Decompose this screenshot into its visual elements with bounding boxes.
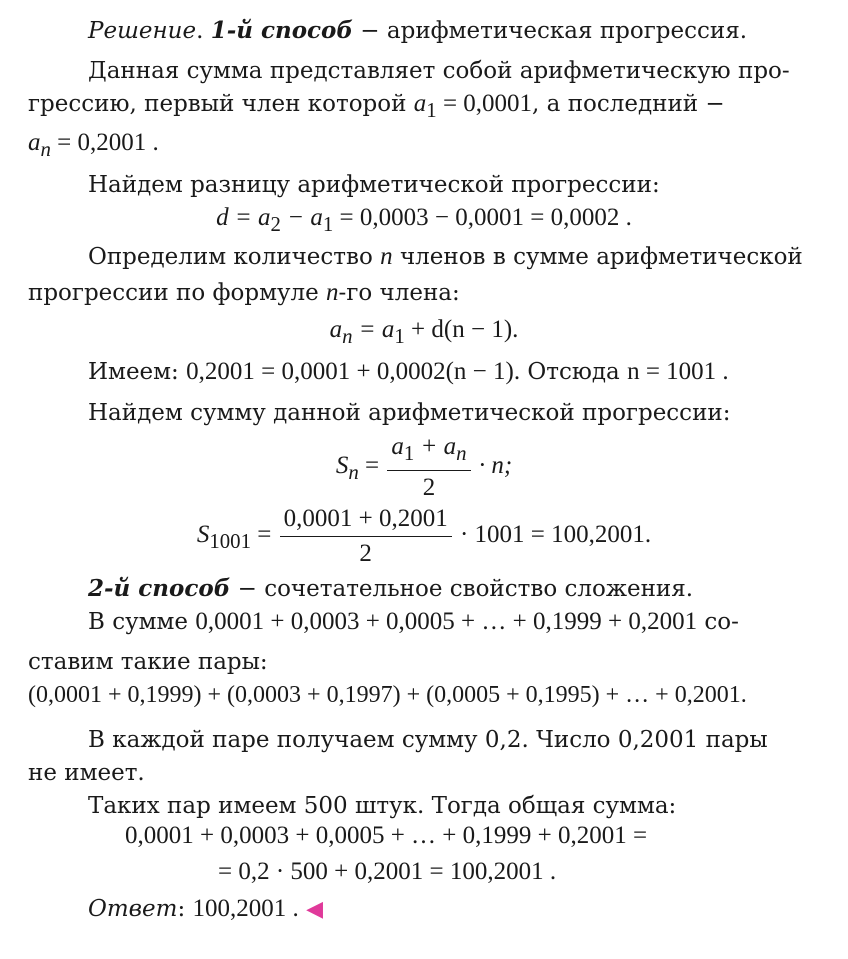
p1-line2-mid: , а последний − — [532, 91, 725, 117]
sum-fraction — [387, 432, 470, 503]
method2-l1-b: со- — [697, 609, 739, 635]
method2-l1-a: В сумме — [88, 609, 196, 635]
s1001-formula — [0, 504, 848, 584]
answer-colon: : — [177, 896, 193, 922]
method2-sum: 0,0001 + 0,0003 + 0,0005 + … + 0,1999 + 0,2001 — [195, 608, 698, 635]
sum-denominator: 2 — [422, 474, 436, 501]
p4-n-value: n = 1001 . — [627, 358, 729, 385]
p7-line1: Таких пар имеем 500 штук. Тогда общая сумма: — [88, 793, 677, 819]
p1-line2 — [28, 89, 725, 122]
total-eq1: 0,0001 + 0,0003 + 0,0005 + … + 0,1999 + 0,2001 = — [125, 822, 648, 849]
sn-symbol: S — [335, 452, 349, 480]
p3-l1-a: Определим количество — [88, 244, 381, 270]
s1001-denominator: 2 — [359, 540, 372, 567]
d-eq: d = a — [216, 204, 271, 231]
method2-label: 2-й способ — [88, 575, 231, 602]
p3-l2-b: -го члена: — [338, 280, 460, 306]
s1001-eq: = — [251, 521, 278, 549]
pairs-formula: (0,0001 + 0,1999) + (0,0003 + 0,1997) + (0,0005 + 0,1995) + … + 0,2001. — [28, 682, 747, 708]
solution-dot: . — [196, 18, 204, 44]
p4-equation: 0,2001 = 0,0001 + 0,0002(n − 1). — [186, 358, 521, 385]
f-an-sub: n — [342, 324, 353, 348]
s1001-fraction — [280, 504, 452, 569]
s1001-subscript: 1001 — [209, 529, 251, 554]
p3-l2-a: прогрессии по формуле — [28, 280, 327, 306]
total-eq2: = 0,2 · 500 + 0,2001 = 100,2001 . — [218, 858, 557, 885]
p3-l1-b: членов в сумме арифметической — [392, 244, 803, 270]
p5-text: Найдем сумму данной арифметической прогрессии: — [88, 400, 731, 426]
s1001-symbol: S — [196, 521, 210, 549]
a1-value: = 0,0001 — [436, 90, 533, 117]
num-an-sub: n — [456, 441, 467, 465]
p3-line2 — [28, 278, 460, 308]
f-a1-sub: 1 — [394, 324, 405, 348]
d-rest: = 0,0003 − 0,0001 = 0,0002 . — [333, 204, 632, 231]
method2-title: − сочетательное свойство сложения. — [230, 576, 694, 602]
solution-label: Решение — [88, 18, 197, 44]
p4-line — [88, 357, 729, 387]
p4-label: Имеем: — [88, 359, 187, 385]
p1-line1: Данная сумма представляет собой арифметическую про- — [88, 58, 790, 84]
sn-tail: · n; — [472, 452, 513, 480]
nth-term-formula — [0, 315, 848, 348]
p1-line2-text: грессию, первый член которой — [28, 91, 414, 117]
method2-line2: ставим такие пары: — [28, 649, 268, 675]
p6-line1: В каждой паре получаем сумму 0,2. Число 0,2001 пары — [88, 727, 768, 753]
f-eq: = a — [352, 316, 395, 343]
d-sub2: 2 — [270, 212, 281, 236]
d-minus: − a — [280, 204, 323, 231]
an-subscript: n — [40, 137, 51, 161]
method2-heading — [88, 574, 693, 604]
an-symbol: a — [28, 129, 41, 156]
p6-line2: не имеет. — [28, 760, 145, 786]
p3-l2-n: n — [326, 279, 339, 306]
s1001-tail: · 1001 = 100,2001. — [453, 521, 652, 549]
an-formula — [28, 128, 159, 161]
num-plus: + a — [414, 433, 457, 460]
p2-text: Найдем разницу арифметической прогрессии: — [88, 172, 660, 198]
method2-line1 — [88, 607, 739, 637]
answer-line — [88, 894, 323, 924]
answer-value: 100,2001 . — [192, 895, 299, 922]
f-an: a — [329, 316, 343, 343]
p3-l1-n: n — [380, 243, 393, 270]
sum-numerator — [387, 432, 470, 471]
method1-heading — [88, 16, 747, 46]
num-a1-sub: 1 — [403, 441, 415, 465]
a1-symbol: a — [413, 90, 427, 117]
method1-title: − арифметическая прогрессия. — [353, 18, 748, 44]
sn-eq: = — [358, 452, 386, 480]
difference-formula — [0, 203, 848, 236]
a1-formula — [413, 90, 533, 122]
p4-hence: Отсюда — [520, 359, 628, 385]
method1-label: 1-й способ — [210, 17, 353, 44]
an-value: = 0,2001 . — [50, 129, 159, 156]
a1-subscript: 1 — [426, 98, 437, 122]
d-sub1: 1 — [322, 212, 334, 236]
p3-line1 — [88, 242, 803, 272]
s1001-numerator: 0,0001 + 0,2001 — [280, 504, 452, 537]
num-a1: a — [391, 433, 404, 460]
sum-formula — [0, 432, 848, 512]
f-rest: + d(n − 1). — [404, 316, 519, 343]
end-marker-icon: ◀ — [306, 897, 324, 922]
answer-label: Ответ — [88, 896, 178, 922]
sn-subscript: n — [348, 460, 359, 485]
